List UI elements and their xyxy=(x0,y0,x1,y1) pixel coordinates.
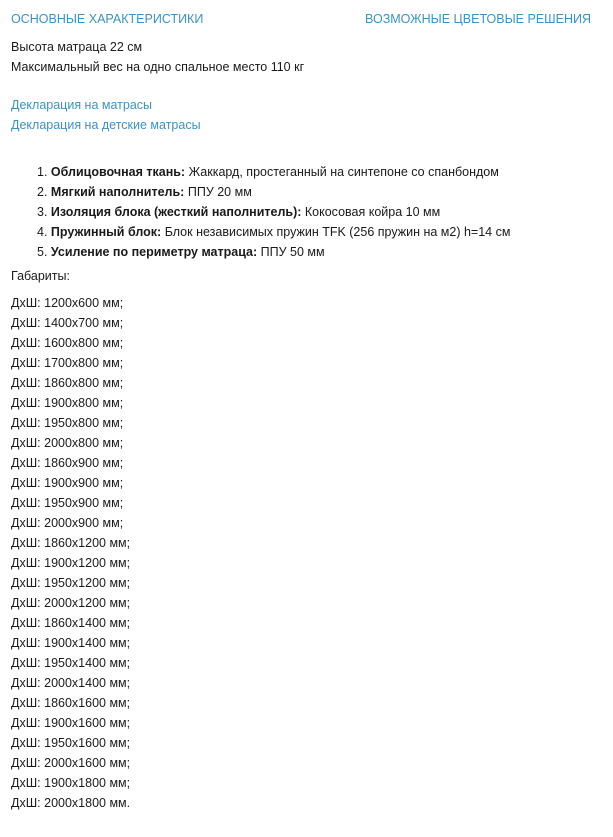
feature-value: Блок независимых пружин TFK (256 пружин на м2) h=14 см xyxy=(164,225,511,239)
feature-label: Изоляция блока (жесткий наполнитель): xyxy=(50,205,302,219)
feature-item xyxy=(37,202,603,222)
size-item: ДхШ: 1700х800 мм; xyxy=(11,356,124,370)
size-item: ДхШ: 1900х800 мм; xyxy=(11,396,124,410)
size-item: ДхШ: 1600х800 мм; xyxy=(11,336,124,350)
feature-value: Кокосовая койра 10 мм xyxy=(304,205,441,219)
feature-item xyxy=(37,222,603,242)
size-item: ДхШ: 1900х900 мм; xyxy=(11,476,124,490)
size-item: ДхШ: 1860х800 мм; xyxy=(11,376,124,390)
feature-number: 1. xyxy=(37,165,48,179)
size-item: ДхШ: 1950х1400 мм; xyxy=(11,656,131,670)
size-item: ДхШ: 1860х1600 мм; xyxy=(11,696,131,710)
size-item: ДхШ: 1900х1200 мм; xyxy=(11,556,131,570)
feature-label: Мягкий наполнитель: xyxy=(50,185,185,199)
size-item: ДхШ: 1400х700 мм; xyxy=(11,316,124,330)
size-item: ДхШ: 2000х900 мм; xyxy=(11,516,124,530)
size-item: ДхШ: 2000х800 мм; xyxy=(11,436,124,450)
tab-content xyxy=(11,37,603,813)
size-item: ДхШ: 1950х1200 мм; xyxy=(11,576,131,590)
feature-number: 3. xyxy=(37,205,48,219)
size-item: ДхШ: 2000х1200 мм; xyxy=(11,596,131,610)
declaration-mattresses-link[interactable]: Декларация на матрасы xyxy=(11,98,153,112)
size-item: ДхШ: 1900х1400 мм; xyxy=(11,636,131,650)
feature-number: 5. xyxy=(37,245,48,259)
spacer xyxy=(11,286,603,293)
size-item: ДхШ: 2000х1400 мм; xyxy=(11,676,131,690)
size-item: ДхШ: 1950х800 мм; xyxy=(11,416,124,430)
features-list xyxy=(11,162,603,262)
spacer xyxy=(11,77,603,95)
size-item: ДхШ: 1200х600 мм; xyxy=(11,296,124,310)
feature-value: ППУ 50 мм xyxy=(260,245,325,259)
feature-item xyxy=(37,182,603,202)
feature-number: 4. xyxy=(37,225,48,239)
size-item: ДхШ: 1900х1800 мм; xyxy=(11,776,131,790)
feature-label: Усиление по периметру матраца: xyxy=(50,245,258,259)
size-item: ДхШ: 2000х1600 мм; xyxy=(11,756,131,770)
dimensions-title: Габариты: xyxy=(11,269,70,283)
feature-label: Облицовочная ткань: xyxy=(50,165,186,179)
feature-value: Жаккард, простеганный на синтепоне со спанбондом xyxy=(188,165,499,179)
tab-bar xyxy=(11,10,591,28)
size-item: ДхШ: 1860х900 мм; xyxy=(11,456,124,470)
size-item: ДхШ: 1950х900 мм; xyxy=(11,496,124,510)
tab-color-options[interactable]: ВОЗМОЖНЫЕ ЦВЕТОВЫЕ РЕШЕНИЯ xyxy=(365,12,591,26)
size-item: ДхШ: 2000х1800 мм. xyxy=(11,796,131,810)
spacer xyxy=(11,135,603,162)
feature-label: Пружинный блок: xyxy=(50,225,162,239)
dimensions-list xyxy=(11,293,603,813)
spec-height: Высота матраца 22 см xyxy=(11,40,143,54)
feature-item xyxy=(37,162,603,182)
declaration-kids-mattresses-link[interactable]: Декларация на детские матрасы xyxy=(11,118,201,132)
size-item: ДхШ: 1860х1400 мм; xyxy=(11,616,131,630)
spec-max-weight: Максимальный вес на одно спальное место 110 кг xyxy=(11,60,305,74)
feature-value: ППУ 20 мм xyxy=(187,185,252,199)
size-item: ДхШ: 1860х1200 мм; xyxy=(11,536,131,550)
tab-main-characteristics[interactable]: ОСНОВНЫЕ ХАРАКТЕРИСТИКИ xyxy=(11,12,204,26)
feature-number: 2. xyxy=(37,185,48,199)
size-item: ДхШ: 1900х1600 мм; xyxy=(11,716,131,730)
size-item: ДхШ: 1950х1600 мм; xyxy=(11,736,131,750)
feature-item xyxy=(37,242,603,262)
